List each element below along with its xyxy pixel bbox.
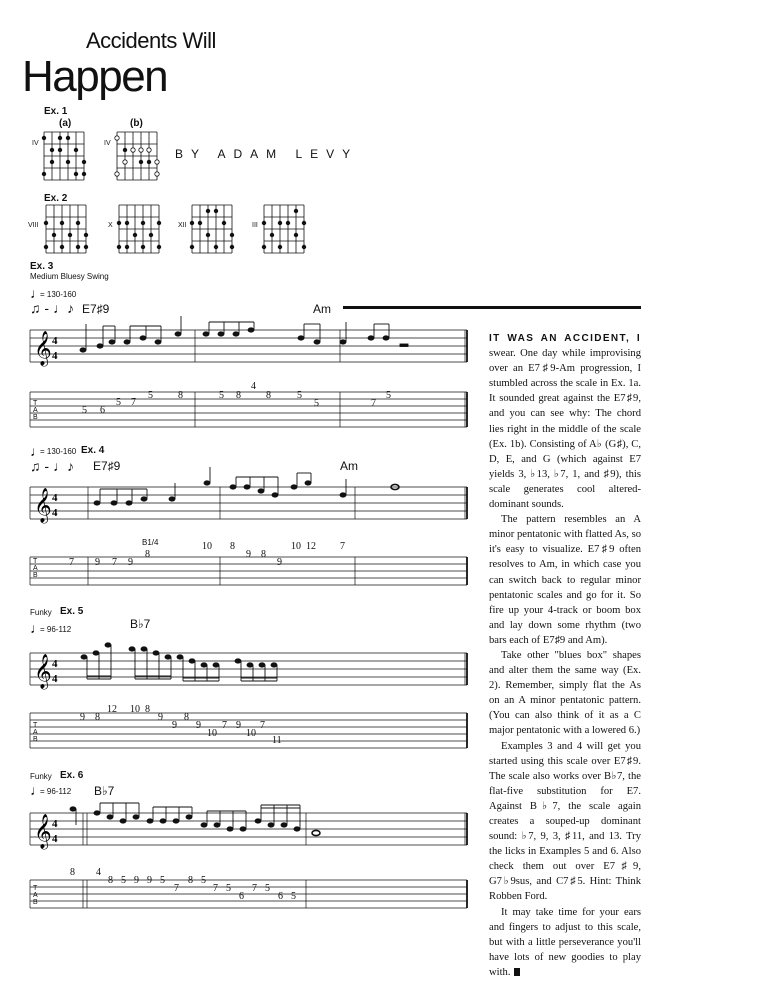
ex5-chord-1: B♭7 (130, 617, 151, 631)
ex3-tab-number: 5 (148, 390, 153, 401)
ex6-style: Funky (30, 772, 52, 781)
ex5-tab-number: 7 (260, 720, 265, 731)
ex4-tab-number: 7 (69, 557, 74, 568)
ex3-tab-clef: T A B (33, 400, 38, 421)
ex2-label: Ex. 2 (44, 193, 68, 204)
ex2-fret-2: X (108, 222, 113, 229)
ex3-tab-number: 8 (266, 390, 271, 401)
quarter-note-icon: ♩ (30, 782, 44, 798)
ex3-tab-number: 4 (251, 381, 256, 392)
ex2-fretboard-diagram-4 (264, 205, 308, 257)
svg-text:4: 4 (52, 507, 58, 519)
ex1b-fretboard-diagram (117, 132, 161, 184)
ex3-tab-number: 7 (371, 398, 376, 409)
article-paragraph-3: Take other "blues box" shapes and alter them the same way (Ex. 2). Remember, simply flat the As on an A minor pentatonic pattern. (You can also think of it as a C major pentatonic with a lowered 6.) (489, 649, 641, 737)
ex3-tab-number: 5 (219, 390, 224, 401)
svg-text:𝄞: 𝄞 (34, 488, 52, 523)
ex6-tab-number: 5 (160, 875, 165, 886)
ex6-tab-number: 8 (188, 875, 193, 886)
ex4-label: Ex. 4 (81, 445, 105, 456)
ex1a-fretboard-diagram (44, 132, 88, 184)
ex5-tab-number: 8 (184, 712, 189, 723)
ex5-tab-number: 11 (272, 735, 282, 746)
ex5-tab-clef: T A B (33, 722, 38, 743)
ex6-staff (30, 813, 470, 913)
quarter-note-icon: ♩ (30, 285, 44, 301)
ex4-tab-number: 8 (261, 549, 266, 560)
ex6-tab-number: 9 (147, 875, 152, 886)
ex6-tab-number: 6 (239, 891, 244, 902)
ex4-tab-clef: T A B (33, 558, 38, 579)
ex6-tab-number: 5 (265, 883, 270, 894)
ex6-tab-number: 4 (96, 867, 101, 878)
svg-text:𝄞: 𝄞 (34, 331, 52, 366)
ex5-style: Funky (30, 608, 52, 617)
ex4-tab-number: 12 (306, 541, 316, 552)
ex3-tempo: = 130-160 (40, 290, 77, 299)
ex2-fretboard-diagram-2 (119, 205, 163, 257)
ex6-tab-number: 6 (278, 891, 283, 902)
ex4-tab-number: 10 (202, 541, 212, 552)
ex6-tab-number: 5 (291, 891, 296, 902)
ex3-label: Ex. 3 (30, 261, 54, 272)
ex3-staff (30, 330, 470, 430)
svg-text:4: 4 (52, 833, 58, 845)
ex4-tab-number: 9 (128, 557, 133, 568)
ex3-chord-2: Am (313, 302, 331, 316)
ex6-tab-number: 5 (121, 875, 126, 886)
byline: BY ADAM LEVY (175, 147, 359, 161)
ex3-tab-number: 7 (131, 397, 136, 408)
ex6-tab-clef: T A B (33, 885, 38, 906)
title-line-1: Accidents Will (86, 28, 216, 53)
ex4-bend-marking: B1/4 (142, 538, 159, 547)
ex6-chord-1: B♭7 (94, 784, 115, 798)
ex3-tab-number: 8 (236, 390, 241, 401)
ex5-tab-number: 9 (196, 720, 201, 731)
ex4-chord-2: Am (340, 459, 358, 473)
ex6-tab-number: 5 (226, 883, 231, 894)
article-lead: IT WAS AN ACCIDENT, I (489, 333, 641, 344)
svg-text:𝄞: 𝄞 (34, 654, 52, 689)
ex2-fret-3: XII (178, 222, 187, 229)
ex3-tab-number: 5 (116, 397, 121, 408)
ex4-tab-number: 9 (95, 557, 100, 568)
ex6-tab-number: 8 (70, 867, 75, 878)
ex1-fret-a: IV (32, 140, 39, 147)
ex3-tab-number: 5 (297, 390, 302, 401)
ex2-fretboard-diagram-1 (46, 205, 90, 257)
ex5-tempo: = 96-112 (40, 625, 72, 634)
ex4-chord-1: E7♯9 (93, 459, 121, 473)
ex3-tab-number: 5 (386, 390, 391, 401)
svg-text:4: 4 (52, 335, 58, 347)
ex3-tab-number: 5 (82, 405, 87, 416)
quarter-note-icon: ♩ (30, 620, 44, 636)
ex4-tab-number: 9 (246, 549, 251, 560)
ex2-fret-4: III (252, 222, 258, 229)
ex6-tab-number: 7 (213, 883, 218, 894)
ex5-tab-number: 9 (172, 720, 177, 731)
ex2-fret-1: VIII (28, 222, 39, 229)
ex6-tab-number: 5 (201, 875, 206, 886)
svg-text:4: 4 (52, 350, 58, 362)
svg-text:4: 4 (52, 818, 58, 830)
ex5-tab-number: 12 (107, 704, 117, 715)
ex3-tab-number: 8 (178, 390, 183, 401)
ex4-staff (30, 487, 470, 587)
ex5-tab-number: 10 (207, 728, 217, 739)
quarter-note-icon: ♩ (30, 443, 44, 459)
article-top-rule (343, 306, 641, 309)
article-paragraph-5: It may take time for your ears and fingers to adjust to this scale, but with a little perseverance you'll have lots of new goodies to play with. (489, 906, 641, 978)
end-of-article-icon (514, 968, 520, 976)
ex4-tab-number: 9 (277, 557, 282, 568)
ex5-tab-number: 9 (236, 720, 241, 731)
ex5-tab-number: 8 (95, 712, 100, 723)
ex6-tempo: = 96-112 (40, 787, 72, 796)
ex3-tab-number: 5 (314, 398, 319, 409)
article-paragraph-4: Examples 3 and 4 will get you started using this scale over E7♯9. The scale also works over B♭7, the flat-five substitution for E7. Against B♭7, the scale again creates a souped-up dominant sound: ♭7, 9, 3, ♯11, and 13. Try the licks in Examples 5 and 6. Also check them out over E7♯9, G7♭9sus, and C7♯5. Hint: Think Robben Ford. (489, 740, 641, 903)
ex4-tab-number: 8 (145, 549, 150, 560)
svg-text:4: 4 (52, 492, 58, 504)
title-line-2: Happen (22, 52, 168, 101)
ex6-tab-number: 7 (252, 883, 257, 894)
ex4-tab-number: 7 (340, 541, 345, 552)
swing-feel-icon: ♫ - ♩♪ (30, 300, 74, 316)
svg-text:𝄞: 𝄞 (34, 814, 52, 849)
ex5-tab-number: 7 (222, 720, 227, 731)
article-body (489, 331, 641, 980)
ex5-tab-number: 10 (130, 704, 140, 715)
ex5-tab-number: 9 (158, 712, 163, 723)
ex5-tab-number: 10 (246, 728, 256, 739)
ex4-tab-number: 7 (112, 557, 117, 568)
ex3-chord-1: E7♯9 (82, 302, 110, 316)
ex4-tempo: = 130-160 (40, 447, 77, 456)
article-paragraph-1: swear. One day while improvising over an E7♯9-Am progression, I stumbled across the scale in Ex. 1a. It sounded great against the E7♯9, and you can see why: The chord lies right in the middle of the scale (Ex. 1b). Consisting of A♭ (G♯), C, D, E, and G (which against E7 yields 3, ♭13, ♭7, 1, and ♯9), this scale generates cool altered-dominant sounds. (489, 348, 641, 511)
ex1-sub-b: (b) (130, 118, 143, 129)
ex3-style: Medium Bluesy Swing (30, 272, 109, 281)
svg-text:4: 4 (52, 673, 58, 685)
swing-feel-icon: ♫ - ♩♪ (30, 458, 74, 474)
ex1-label: Ex. 1 (44, 106, 68, 117)
ex5-label: Ex. 5 (60, 606, 84, 617)
ex3-tab-number: 6 (100, 405, 105, 416)
ex2-fretboard-diagram-3 (192, 205, 236, 257)
svg-text:4: 4 (52, 658, 58, 670)
ex5-tab-number: 8 (145, 704, 150, 715)
ex4-tab-number: 10 (291, 541, 301, 552)
ex6-tab-number: 8 (108, 875, 113, 886)
ex6-tab-number: 7 (174, 883, 179, 894)
ex5-tab-number: 9 (80, 712, 85, 723)
article-paragraph-2: The pattern resembles an A minor pentatonic with flatted As, so it's easy to visualize. E7♯9 often resolves to Am, in which case you can switch back to regular minor pentatonic scales and go for it. So fire up your 4-track or boom box and lay down some rhythm (two bars each of E7♯9 and Am). (489, 514, 641, 646)
ex1-sub-a: (a) (59, 118, 72, 129)
ex1-fret-b: IV (104, 140, 111, 147)
ex6-label: Ex. 6 (60, 770, 84, 781)
ex4-tab-number: 8 (230, 541, 235, 552)
ex6-tab-number: 9 (134, 875, 139, 886)
